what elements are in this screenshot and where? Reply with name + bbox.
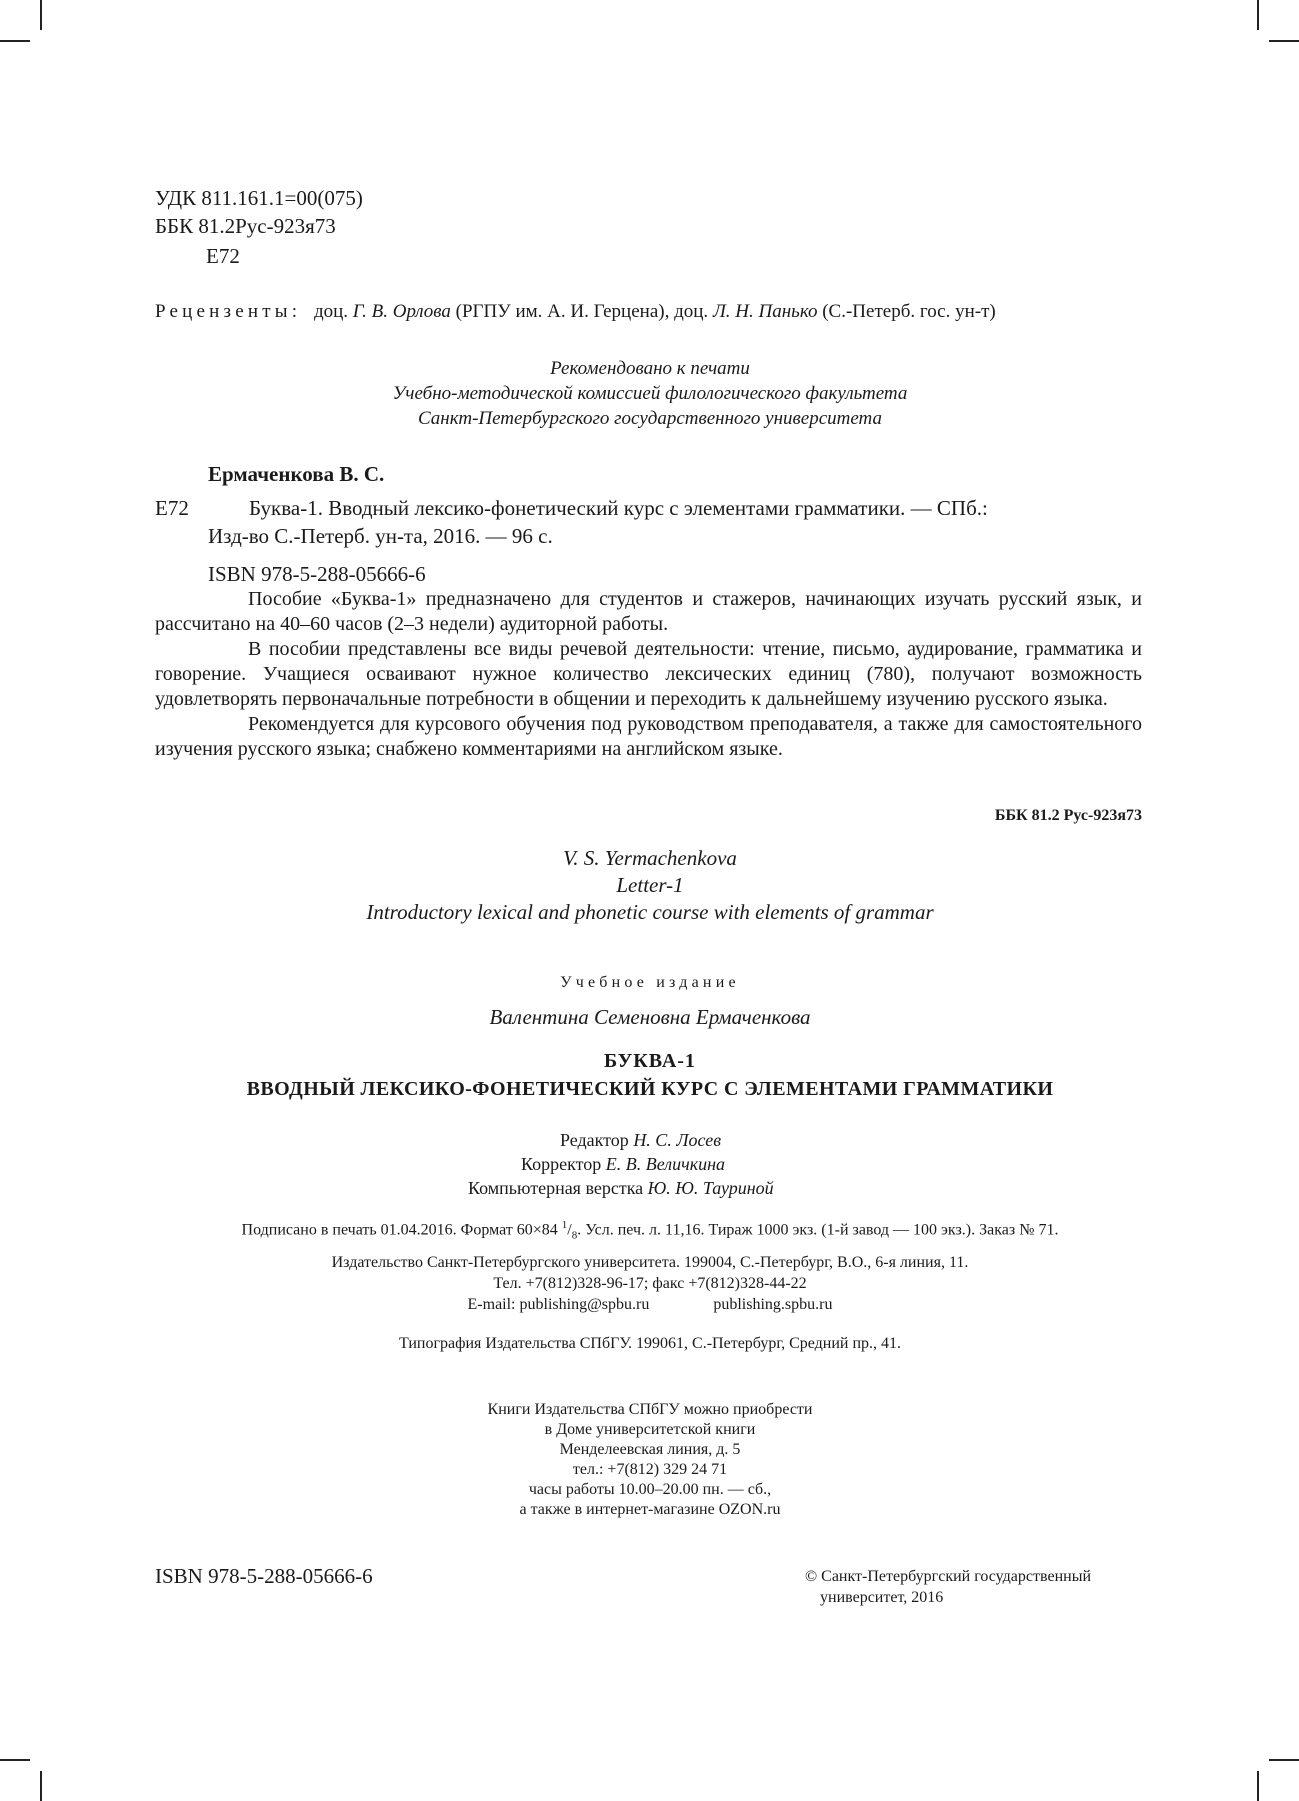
reviewer-1-name: Г. В. Орлова	[352, 301, 451, 322]
store-line-1: Книги Издательства СПбГУ можно приобрести	[487, 1401, 813, 1418]
crop-mark-bottom-left-v	[40, 1771, 42, 1801]
publisher-contacts	[200, 1294, 1100, 1315]
abstract-paragraph-1: Пособие «Буква-1» предназначено для студентов и стажеров, начинающих изучать русский язык, и рассчитано на 40–60 часов (2–3 недели) аудиторной работы.	[155, 588, 1142, 635]
recommendation-block	[300, 356, 1000, 431]
publisher-address: Издательство Санкт-Петербургского университета. 199004, С.-Петербург, В.О., 6-я линия, 11.	[331, 1254, 969, 1271]
publisher-site: publishing.spbu.ru	[713, 1296, 833, 1313]
store-line-2: в Доме университетской книги	[544, 1421, 756, 1438]
store-block	[300, 1400, 1000, 1520]
print-info-part-a: Подписано в печать 01.04.2016. Формат 60×84	[241, 1221, 558, 1239]
credit-corrector	[468, 1152, 774, 1176]
reviewer-1-prefix: доц.	[313, 301, 349, 322]
crop-mark-top-right-h	[1269, 40, 1299, 42]
credit-editor-name: Н. С. Лосев	[633, 1130, 722, 1150]
catalog-title-line-2: Изд-во С.-Петерб. ун-та, 2016. — 96 с.	[208, 524, 553, 548]
recommendation-line-3: Санкт-Петербургского государственного университета	[417, 408, 882, 429]
abstract-paragraph-3: Рекомендуется для курсового обучения под руководством преподавателя, а также для самостоятельного изучения русского языка; снабжено комментариями на английском языке.	[155, 713, 1142, 760]
store-line-4: тел.: +7(812) 329 24 71	[572, 1461, 728, 1478]
catalog-author: Ермаченкова В. С.	[208, 462, 385, 486]
crop-mark-top-left-v	[40, 0, 42, 30]
catalog-abstract	[155, 587, 1142, 762]
crop-mark-top-right-v	[1257, 0, 1259, 30]
recommendation-line-2: Учебно-методической комиссией филологического факультета	[392, 383, 908, 404]
reviewers-label: Рецензенты:	[155, 301, 302, 322]
reviewer-2-name: Л. Н. Панько	[712, 301, 818, 322]
credit-corrector-label: Корректор	[521, 1154, 602, 1174]
english-author: V. S. Yermachenkova	[563, 846, 737, 870]
catalog-isbn: ISBN 978-5-288-05666-6	[208, 562, 426, 586]
print-info	[80, 1215, 1220, 1246]
footer-isbn: ISBN 978-5-288-05666-6	[155, 1564, 373, 1588]
copyright-line-1: © Санкт-Петербургский государственный	[805, 1568, 1091, 1585]
credit-corrector-name: Е. В. Величкина	[605, 1154, 726, 1174]
reviewers-line	[155, 298, 996, 326]
format-slash: /	[567, 1221, 572, 1239]
format-denominator: 8	[571, 1229, 578, 1242]
catalog-title-line-1: Буква-1. Вводный лексико-фонетический курс с элементами грамматики. — СПб.:	[249, 496, 988, 520]
english-block	[250, 845, 1050, 926]
credit-layout	[468, 1176, 774, 1200]
crop-mark-top-left-h	[0, 40, 30, 42]
store-line-3: Менделеевская линия, д. 5	[559, 1441, 741, 1458]
store-line-5: часы работы 10.00–20.00 пн. — сб.,	[528, 1481, 772, 1498]
english-title: Letter-1	[616, 873, 684, 897]
credit-editor	[468, 1128, 774, 1152]
credits-block	[468, 1128, 774, 1200]
edition-subtitle: ВВОДНЫЙ ЛЕКСИКО-ФОНЕТИЧЕСКИЙ КУРС С ЭЛЕМЕНТАМИ ГРАММАТИКИ	[246, 1078, 1054, 1100]
crop-mark-bottom-left-h	[0, 1759, 30, 1761]
reviewer-2-org: (С.-Петерб. гос. ун-т)	[822, 301, 996, 322]
publisher-phone: Тел. +7(812)328-96-17; факс +7(812)328-44-22	[493, 1275, 807, 1292]
credit-layout-label: Компьютерная верстка	[468, 1178, 644, 1198]
print-info-part-b: . Усл. печ. л. 11,16. Тираж 1000 экз. (1-й завод — 100 экз.). Заказ № 71.	[577, 1221, 1059, 1239]
udk-code: УДК 811.161.1=00(075)	[155, 186, 363, 210]
catalog-bbk-right: ББК 81.2 Рус-923я73	[994, 807, 1142, 824]
reviewer-1-org: (РГПУ им. А. И. Герцена), доц.	[455, 301, 709, 322]
edition-title: БУКВА-1	[604, 1050, 696, 1072]
typography-info: Типография Издательства СПбГУ. 199061, С.-Петербург, Средний пр., 41.	[398, 1335, 902, 1352]
publisher-email: E-mail: publishing@spbu.ru	[467, 1296, 650, 1313]
crop-mark-bottom-right-h	[1269, 1759, 1299, 1761]
format-numerator: 1	[561, 1219, 568, 1231]
credit-editor-label: Редактор	[560, 1130, 629, 1150]
credit-layout-name: Ю. Ю. Тауриной	[647, 1178, 774, 1198]
recommendation-line-1: Рекомендовано к печати	[550, 358, 750, 379]
author-sign-code: Е72	[206, 244, 240, 268]
edition-type: Учебное издание	[560, 974, 740, 991]
publisher-block	[200, 1252, 1100, 1315]
store-line-6: а также в интернет-магазине OZON.ru	[519, 1501, 781, 1518]
footer-copyright	[805, 1566, 1091, 1608]
edition-author-full: Валентина Семеновна Ермаченкова	[489, 1005, 811, 1029]
crop-mark-bottom-right-v	[1257, 1771, 1259, 1801]
copyright-line-2: университет, 2016	[820, 1589, 944, 1606]
abstract-paragraph-2: В пособии представлены все виды речевой деятельности: чтение, письмо, аудирование, грамматика и говорение. Учащиеся осваивают нужное количество лексических единиц (780), получают возможность удовлетворять первоначальные потребности в общении и переходить к дальнейшему изучению русского языка.	[155, 638, 1142, 710]
bbk-code: ББК 81.2Рус-923я73	[155, 214, 336, 238]
catalog-code: Е72	[155, 496, 189, 520]
english-subtitle: Introductory lexical and phonetic course with elements of grammar	[366, 900, 934, 924]
